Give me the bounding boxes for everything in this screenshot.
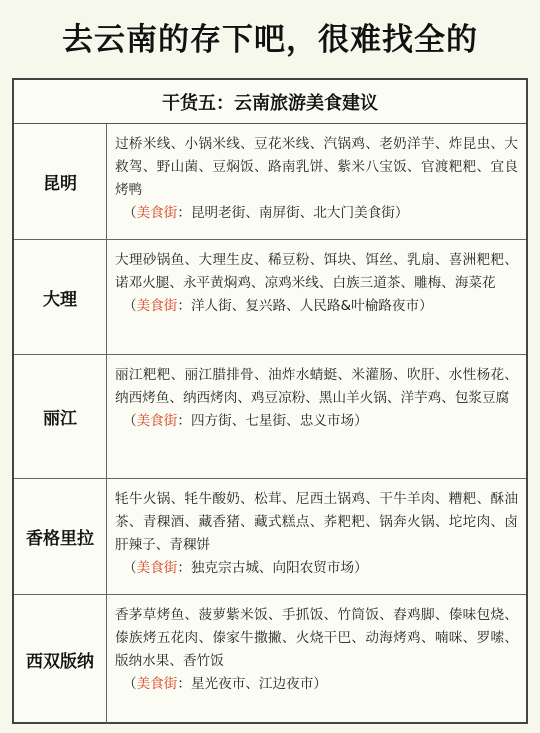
food-street-label: 美食街 xyxy=(136,676,178,692)
table-row-lijiang xyxy=(14,355,526,479)
food-content xyxy=(107,355,526,478)
food-street-list: 昆明老街、南屏街、北大门美食街 xyxy=(190,205,395,221)
food-list: 大理砂锅鱼、大理生皮、稀豆粉、饵块、饵丝、乳扇、喜洲粑粑、诺邓火腿、永平黄焖鸡、凉鸡米线、白族三道茶、雕梅、海菜花 xyxy=(115,252,518,291)
city-name: 西双版纳 xyxy=(14,595,107,723)
food-street-line: （美食街：洋人街、复兴路、人民路&叶榆路夜市） xyxy=(123,298,433,314)
table-row-shangri-la xyxy=(14,479,526,595)
food-street-line: （美食街：昆明老街、南屏街、北大门美食街） xyxy=(123,205,409,221)
city-name: 丽江 xyxy=(14,355,107,478)
food-street-label: 美食街 xyxy=(136,298,178,314)
page-title: 去云南的存下吧，很难找全的 xyxy=(62,22,478,58)
food-street-label: 美食街 xyxy=(136,560,178,576)
food-list: 过桥米线、小锅米线、豆花米线、汽锅鸡、老奶洋芋、炸昆虫、大救驾、野山菌、豆焖饭、路南乳饼、紫米八宝饭、官渡粑粑、宜良烤鸭 xyxy=(115,136,518,198)
food-street-line: （美食街：独克宗古城、向阳农贸市场） xyxy=(123,560,368,576)
food-content xyxy=(107,479,526,594)
food-table xyxy=(12,78,528,724)
table-header: 干货五：云南旅游美食建议 xyxy=(14,80,526,124)
table-row-dali xyxy=(14,240,526,355)
food-content xyxy=(107,240,526,354)
food-content xyxy=(107,595,526,723)
food-street-line: （美食街：四方街、七星街、忠义市场） xyxy=(123,413,368,429)
food-street-line: （美食街：星光夜市、江边夜市） xyxy=(123,676,327,692)
food-list: 丽江粑粑、丽江腊排骨、油炸水蜻蜓、米灌肠、吹肝、水性杨花、纳西烤鱼、纳西烤肉、鸡豆凉粉、黑山羊火锅、洋芋鸡、包浆豆腐 xyxy=(115,367,518,406)
food-street-list: 星光夜市、江边夜市 xyxy=(190,676,314,692)
food-street-label: 美食街 xyxy=(136,413,178,429)
food-street-list: 独克宗古城、向阳农贸市场 xyxy=(190,560,355,576)
food-content xyxy=(107,124,526,239)
food-street-list: 四方街、七星街、忠义市场 xyxy=(190,413,355,429)
table-row-kunming xyxy=(14,124,526,240)
food-street-label: 美食街 xyxy=(136,205,178,221)
food-list: 香茅草烤鱼、菠萝紫米饭、手抓饭、竹筒饭、舂鸡脚、傣味包烧、傣族烤五花肉、傣家牛撒撇、火烧干巴、动海烤鸡、喃咪、罗嗦、版纳水果、香竹饭 xyxy=(115,607,518,669)
food-street-list: 洋人街、复兴路、人民路&叶榆路夜市 xyxy=(190,298,420,314)
city-name: 香格里拉 xyxy=(14,479,107,594)
table-row-xishuangbanna xyxy=(14,595,526,723)
city-name: 昆明 xyxy=(14,124,107,239)
city-name: 大理 xyxy=(14,240,107,354)
food-list: 牦牛火锅、牦牛酸奶、松茸、尼西土锅鸡、干牛羊肉、糟粑、酥油茶、青稞酒、藏香猪、藏式糕点、荞粑粑、锅奔火锅、坨坨肉、卤肝辣子、青稞饼 xyxy=(115,491,518,553)
